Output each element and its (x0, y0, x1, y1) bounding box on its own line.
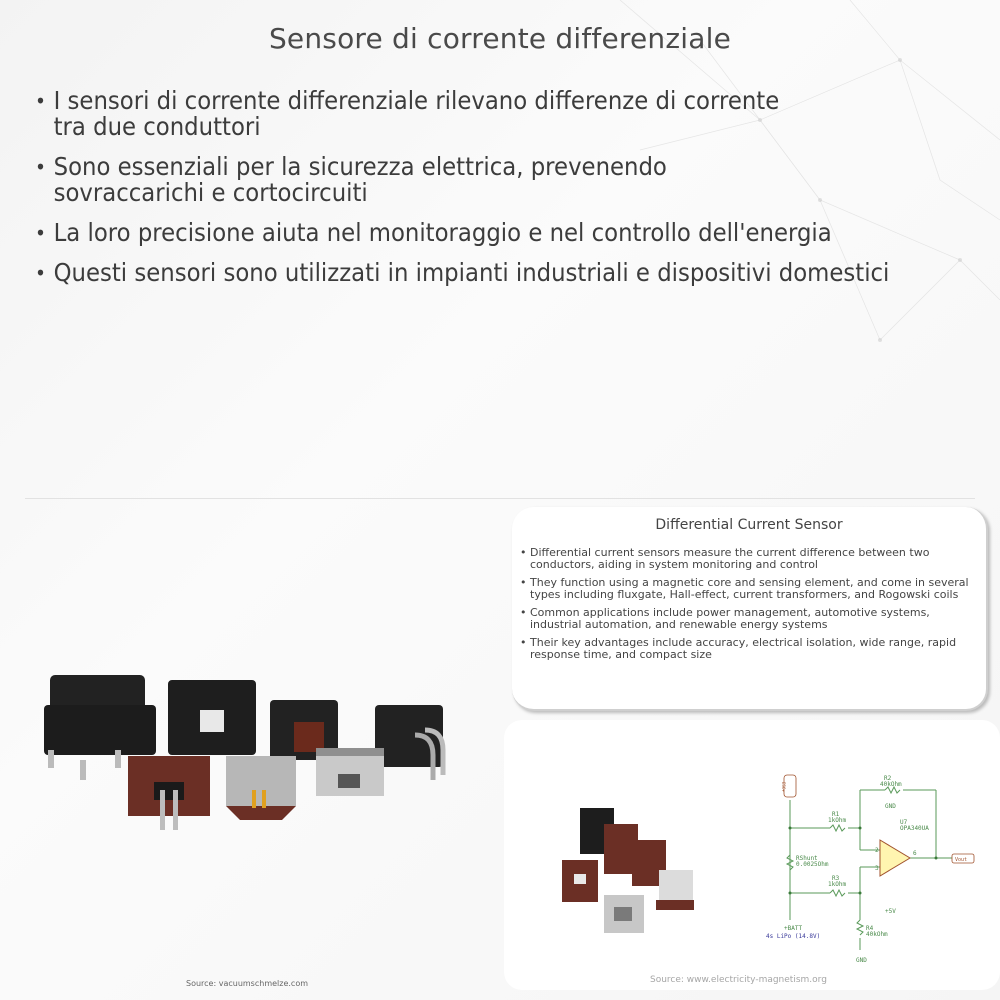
r3-label: R3 (832, 875, 840, 882)
v5-label: +5V (885, 908, 896, 915)
bullet-item: • I sensori di corrente differenziale rilevano differenze di corrente tra due conduttori (35, 88, 816, 140)
left-image-source-caption: Source: vacuumschmelze.com (186, 979, 309, 988)
pin3: 3 (875, 865, 879, 872)
card-bullet-item: • Their key advantages include accuracy, electrical isolation, wide range, rapid response time, and compact size (520, 637, 978, 661)
section-divider (25, 498, 975, 499)
bullet-item: • Sono essenziali per la sicurezza elettrica, prevenendo sovraccarichi e cortocircuiti (35, 154, 816, 206)
r4-value: 40kOhm (866, 931, 888, 938)
opamp-ref: U7 (900, 819, 908, 826)
opamp-part: OPA340UA (900, 825, 929, 832)
sensor-modules-photo (544, 760, 764, 960)
main-bullet-list (35, 88, 975, 300)
card-bullet-item: • They function using a magnetic core and sensing element, and come in several types including fluxgate, Hall-effect, current transformers, and Rogowski coils (520, 577, 978, 601)
r2-value: 40kOhm (880, 781, 902, 788)
pin6: 6 (913, 850, 917, 857)
right-image-panel (504, 720, 1000, 990)
card-bullet-list (520, 547, 978, 667)
esc-label: ESC+ (781, 782, 786, 792)
bullet-item: • Questi sensori sono utilizzati in impianti industriali e dispositivi domestici (35, 260, 965, 286)
right-image-source-caption: Source: www.electricity-magnetism.org (650, 975, 827, 985)
vout-label: Vout (955, 857, 968, 863)
gnd-label: GND (885, 803, 896, 810)
batt-description: 4s LiPo (14.8V) (766, 933, 821, 940)
batt-label: +BATT (784, 925, 803, 932)
rshunt-value: 0.0025Ohm (796, 861, 829, 868)
r4-label: R4 (866, 925, 874, 932)
pin2: 2 (875, 847, 879, 854)
differential-amplifier-schematic (760, 770, 1000, 990)
r1-value: 1kOhm (828, 817, 847, 824)
page-title: Sensore di corrente differenziale (268, 22, 732, 55)
current-sensors-product-photo (30, 650, 470, 860)
card-bullet-item: • Differential current sensors measure the current difference between two conductors, aiding in system monitoring and control (520, 547, 978, 571)
card-title: Differential Current Sensor (655, 517, 843, 533)
rshunt-label: RShunt (796, 855, 818, 862)
card-bullet-item: • Common applications include power management, automotive systems, industrial automation, and renewable energy systems (520, 607, 978, 631)
gnd-bottom-label: GND (856, 957, 867, 964)
english-summary-card (512, 507, 988, 711)
r1-label: R1 (832, 811, 840, 818)
bullet-item: • La loro precisione aiuta nel monitoraggio e nel controllo dell'energia (35, 220, 872, 246)
r3-value: 1kOhm (828, 881, 847, 888)
r2-label: R2 (884, 775, 892, 782)
